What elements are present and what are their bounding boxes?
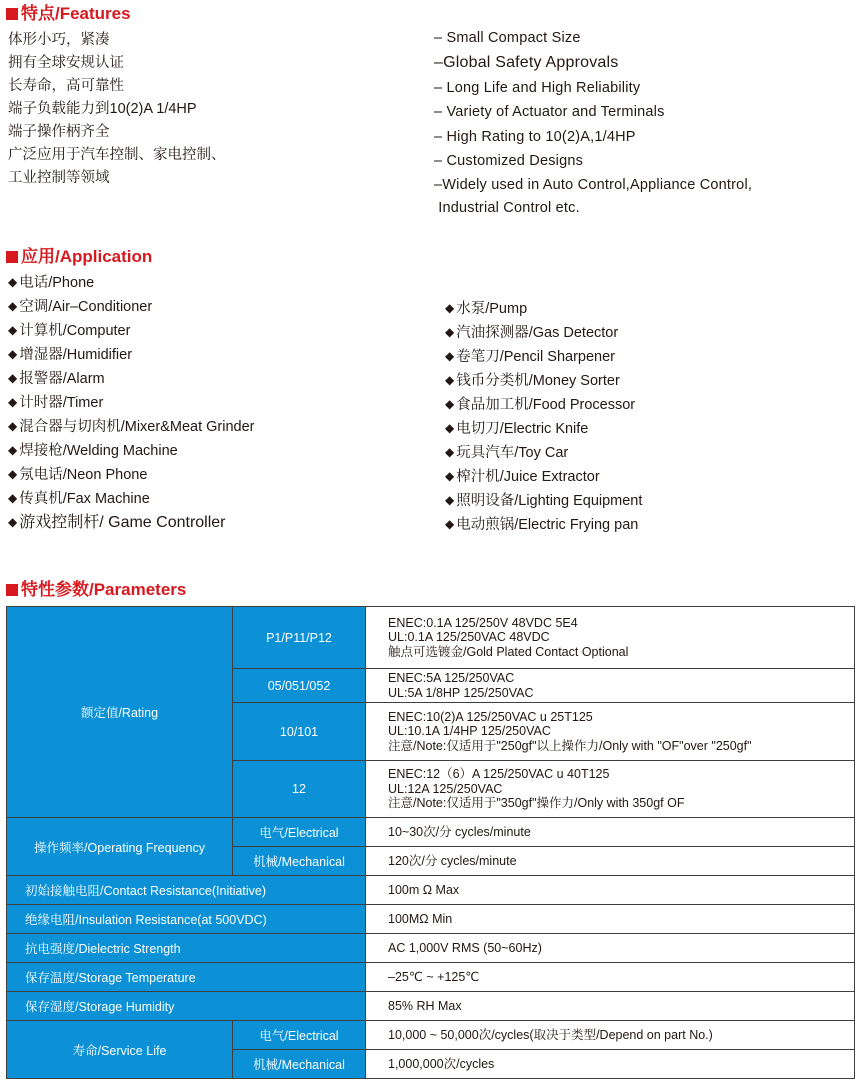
list-item: ◆ 空调/Air–Conditioner	[8, 299, 153, 315]
list-item: ◆ 电动煎锅/Electric Frying pan	[445, 517, 639, 533]
list-item: ◆ 汽油探测器/Gas Detector	[445, 325, 619, 341]
diamond-bullet-icon: ◆	[8, 395, 18, 409]
list-item: – Customized Designs	[434, 153, 584, 169]
model-cell: 12	[233, 761, 366, 818]
diamond-bullet-icon: ◆	[445, 421, 455, 435]
list-item: 端子负载能力到10(2)A 1/4HP	[8, 101, 197, 117]
list-item: 拥有全球安规认证	[8, 55, 124, 71]
list-item: ◆ 报警器/Alarm	[8, 371, 105, 387]
diamond-bullet-icon: ◆	[445, 301, 455, 315]
list-item: ◆ 卷笔刀/Pencil Sharpener	[445, 349, 615, 365]
list-item: ◆ 钱币分类机/Money Sorter	[445, 373, 620, 389]
list-item: ◆ 氖电话/Neon Phone	[8, 467, 148, 483]
diamond-bullet-icon: ◆	[445, 373, 455, 387]
value-cell: 100MΩ Min	[366, 905, 855, 934]
model-cell: P1/P11/P12	[233, 607, 366, 669]
diamond-bullet-icon: ◆	[8, 371, 18, 385]
param-label: 抗电强度/Dielectric Strength	[7, 934, 366, 963]
diamond-bullet-icon: ◆	[8, 491, 18, 505]
list-item: ◆ 计算机/Computer	[8, 323, 131, 339]
list-item: ◆ 电切刀/Electric Knife	[445, 421, 589, 437]
list-item: 端子操作柄齐全	[8, 124, 110, 140]
list-item: ◆ 传真机/Fax Machine	[8, 491, 150, 507]
sub-label-cell: 电气/Electrical	[233, 818, 366, 847]
list-item: ◆ 玩具汽车/Toy Car	[445, 445, 569, 461]
list-item: – High Rating to 10(2)A,1/4HP	[434, 129, 636, 145]
table-row	[7, 607, 855, 669]
value-cell: ENEC:0.1A 125/250V 48VDC 5E4 UL:0.1A 125/250VAC 48VDC 触点可选镀金/Gold Plated Contact Optional	[366, 607, 855, 669]
application-list-right	[445, 297, 642, 537]
value-cell: 1,000,000次/cycles	[366, 1050, 855, 1079]
model-cell: 05/051/052	[233, 669, 366, 703]
value-cell: 120次/分 cycles/minute	[366, 847, 855, 876]
diamond-bullet-icon: ◆	[445, 349, 455, 363]
table-row	[7, 818, 855, 847]
list-item: – Variety of Actuator and Terminals	[434, 104, 665, 120]
application-list-left	[8, 271, 255, 534]
diamond-bullet-icon: ◆	[445, 469, 455, 483]
diamond-bullet-icon: ◆	[8, 443, 18, 457]
diamond-bullet-icon: ◆	[8, 515, 18, 529]
table-row	[7, 934, 855, 963]
diamond-bullet-icon: ◆	[445, 397, 455, 411]
table-row	[7, 992, 855, 1021]
value-cell: 100m Ω Max	[366, 876, 855, 905]
list-item: ◆ 电话/Phone	[8, 275, 95, 291]
red-square-icon	[6, 251, 18, 263]
list-item: 广泛应用于汽车控制、家电控制、	[8, 147, 226, 163]
value-cell: ENEC:10(2)A 125/250VAC u 25T125 UL:10.1A 1/4HP 125/250VAC 注意/Note:仅适用于"250gf"以上操作力/Only with "OF"over "250gf"	[366, 703, 855, 761]
list-item: Industrial Control etc.	[434, 200, 580, 216]
param-label: 保存温度/Storage Temperature	[7, 963, 366, 992]
list-item: ◆ 榨汁机/Juice Extractor	[445, 469, 600, 485]
diamond-bullet-icon: ◆	[445, 325, 455, 339]
value-cell: –25℃ ~ +125℃	[366, 963, 855, 992]
parameters-table	[6, 606, 855, 1079]
value-cell: 10,000 ~ 50,000次/cycles(取决于类型/Depend on part No.)	[366, 1021, 855, 1050]
value-cell: 85% RH Max	[366, 992, 855, 1021]
list-item: ◆ 计时器/Timer	[8, 395, 104, 411]
features-heading: 特点/Features	[6, 4, 131, 24]
sub-label-cell: 机械/Mechanical	[233, 1050, 366, 1079]
value-cell: AC 1,000V RMS (50~60Hz)	[366, 934, 855, 963]
list-item: ◆ 照明设备/Lighting Equipment	[445, 493, 643, 509]
diamond-bullet-icon: ◆	[445, 493, 455, 507]
list-item: ◆ 游戏控制杆/ Game Controller	[8, 514, 226, 531]
sub-label-cell: 电气/Electrical	[233, 1021, 366, 1050]
rating-label: 额定值/Rating	[7, 607, 233, 818]
value-cell: ENEC:5A 125/250VAC UL:5A 1/8HP 125/250VAC	[366, 669, 855, 703]
list-item: 体形小巧，紧凑	[8, 32, 110, 48]
list-item: 长寿命，高可靠性	[8, 78, 124, 94]
diamond-bullet-icon: ◆	[8, 347, 18, 361]
diamond-bullet-icon: ◆	[8, 299, 18, 313]
diamond-bullet-icon: ◆	[8, 323, 18, 337]
sub-label-cell: 机械/Mechanical	[233, 847, 366, 876]
list-item: – Long Life and High Reliability	[434, 80, 641, 96]
table-row	[7, 876, 855, 905]
list-item: – Small Compact Size	[434, 30, 581, 46]
features-cn-list	[8, 29, 226, 190]
diamond-bullet-icon: ◆	[445, 517, 455, 531]
list-item: ◆ 水泵/Pump	[445, 301, 528, 317]
features-en-list	[434, 26, 752, 220]
diamond-bullet-icon: ◆	[8, 467, 18, 481]
table-row	[7, 1021, 855, 1050]
parameters-heading: 特性参数/Parameters	[6, 580, 186, 600]
table-row	[7, 905, 855, 934]
value-cell: ENEC:12（6）A 125/250VAC u 40T125 UL:12A 125/250VAC 注意/Note:仅适用于"350gf"操作力/Only with 350gf OF	[366, 761, 855, 818]
diamond-bullet-icon: ◆	[445, 445, 455, 459]
red-square-icon	[6, 8, 18, 20]
list-item: ◆ 增湿器/Humidifier	[8, 347, 133, 363]
table-row	[7, 963, 855, 992]
service-life-label: 寿命/Service Life	[7, 1021, 233, 1079]
application-heading: 应用/Application	[6, 247, 152, 267]
list-item: ◆ 焊接枪/Welding Machine	[8, 443, 178, 459]
param-label: 保存湿度/Storage Humidity	[7, 992, 366, 1021]
list-item: –Global Safety Approvals	[434, 54, 619, 71]
value-cell: 10~30次/分 cycles/minute	[366, 818, 855, 847]
model-cell: 10/101	[233, 703, 366, 761]
red-square-icon	[6, 584, 18, 596]
list-item: ◆ 混合器与切肉机/Mixer&Meat Grinder	[8, 419, 255, 435]
diamond-bullet-icon: ◆	[8, 275, 18, 289]
list-item: –Widely used in Auto Control,Appliance Control,	[434, 177, 753, 193]
frequency-label: 操作频率/Operating Frequency	[7, 818, 233, 876]
param-label: 绝缘电阻/Insulation Resistance(at 500VDC)	[7, 905, 366, 934]
diamond-bullet-icon: ◆	[8, 419, 18, 433]
list-item: 工业控制等领域	[8, 170, 110, 186]
param-label: 初始接触电阻/Contact Resistance(Initiative)	[7, 876, 366, 905]
list-item: ◆ 食品加工机/Food Processor	[445, 397, 636, 413]
